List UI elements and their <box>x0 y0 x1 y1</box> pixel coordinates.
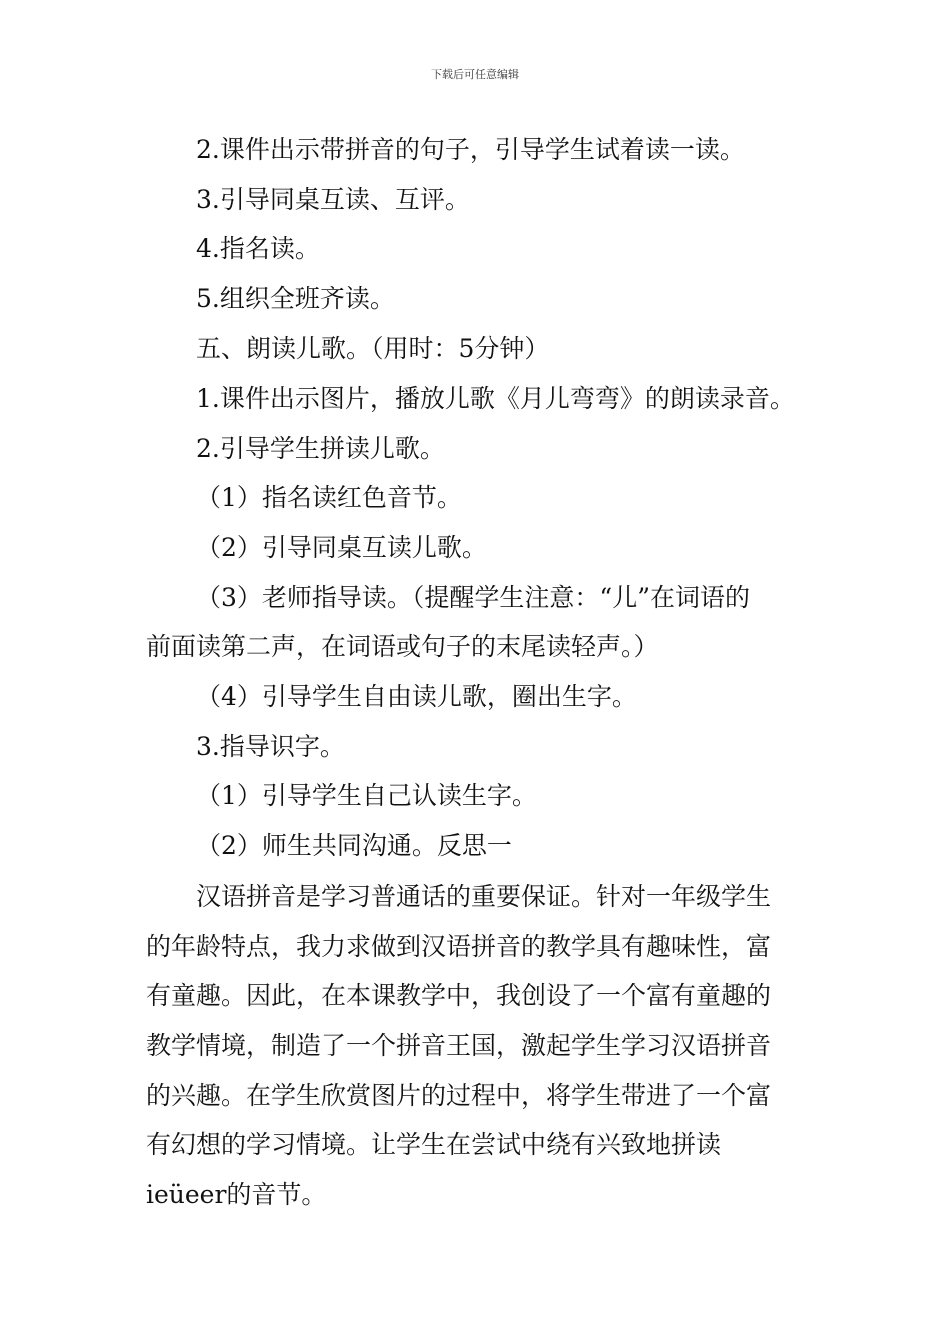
paragraph-line: 有幻想的学习情境。让学生在尝试中绕有兴致地拼读 <box>146 1130 722 1159</box>
text-line: 5.组织全班齐读。 <box>196 284 395 313</box>
text-line: （1）引导学生自己认读生字。 <box>196 781 537 810</box>
paragraph-line: ieüeer的音节。 <box>146 1180 327 1209</box>
text-line: 2.引导学生拼读儿歌。 <box>196 434 445 463</box>
paragraph-line: 的年龄特点，我力求做到汉语拼音的教学具有趣味性，富 <box>146 932 772 961</box>
text-line: （1）指名读红色音节。 <box>196 483 462 512</box>
text-line: （2）引导同桌互读儿歌。 <box>196 533 487 562</box>
text-line: （4）引导学生自由读儿歌，圈出生字。 <box>196 682 637 711</box>
text-line: （2）师生共同沟通。反思一 <box>196 831 512 860</box>
paragraph-line: 汉语拼音是学习普通话的重要保证。针对一年级学生 <box>196 882 772 911</box>
text-line: （3）老师指导读。（提醒学生注意：“儿”在词语的 <box>196 583 750 612</box>
text-line: 1.课件出示图片，播放儿歌《月儿弯弯》的朗读录音。 <box>196 384 795 413</box>
text-line: 3.指导识字。 <box>196 732 345 761</box>
text-line: 3.引导同桌互读、互评。 <box>196 185 470 214</box>
paragraph-line: 的兴趣。在学生欣赏图片的过程中，将学生带进了一个富 <box>146 1081 772 1110</box>
text-line: 4.指名读。 <box>196 234 320 263</box>
text-line: 2.课件出示带拼音的句子，引导学生试着读一读。 <box>196 135 745 164</box>
page-header-note: 下载后可任意编辑 <box>431 68 519 81</box>
paragraph-line: 教学情境，制造了一个拼音王国，激起学生学习汉语拼音 <box>146 1031 772 1060</box>
paragraph-line: 有童趣。因此，在本课教学中，我创设了一个富有童趣的 <box>146 981 772 1010</box>
section-heading: 五、朗读儿歌。（用时：5分钟） <box>196 334 550 363</box>
text-line: 前面读第二声，在词语或句子的末尾读轻声。） <box>146 632 659 661</box>
